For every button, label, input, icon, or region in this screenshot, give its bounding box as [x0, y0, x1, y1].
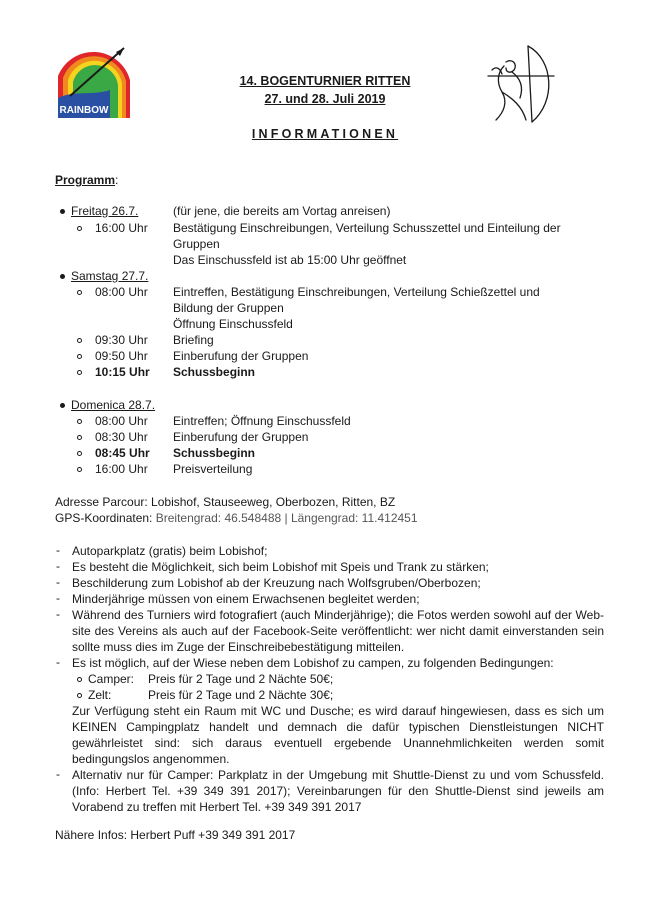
schedule-text: Bildung der Gruppen: [173, 301, 284, 315]
schedule-text: Gruppen: [173, 237, 220, 251]
schedule-time: 09:30 Uhr: [95, 333, 148, 347]
bullet-icon: [60, 403, 65, 408]
schedule-text: Öffnung Einschussfeld: [173, 317, 293, 331]
schedule-text: Eintreffen; Öffnung Einschussfeld: [173, 414, 351, 428]
schedule-time: 16:00 Uhr: [95, 221, 148, 235]
shuttle-note: Alternativ nur für Camper: Parkplatz in der Umgebung mit Shuttle-Dienst zu und vom Schussfeld. (Info: Herbert Tel. +39 349 391 2017); Vereinbarungen für den Shuttle-Dienst sind jeweils am Vorabend zu treffen mit Herbert Tel. +39 349 391 2017: [72, 768, 604, 814]
circle-bullet-icon: [77, 338, 82, 343]
schedule-time: 10:15 Uhr: [95, 365, 150, 379]
programm-heading: [55, 172, 118, 188]
dash-icon: -: [56, 575, 60, 589]
section-title: INFORMATIONEN: [251, 127, 399, 141]
note-item: Minderjährige müssen von einem Erwachsenen begleitet werden;: [72, 592, 420, 606]
contact-line: Nähere Infos: Herbert Puff +39 349 391 2017: [55, 828, 296, 842]
circle-bullet-icon: [77, 354, 82, 359]
programm-label: Programm: [55, 173, 116, 187]
circle-bullet-icon: [77, 290, 82, 295]
schedule-text: Einberufung der Gruppen: [173, 430, 309, 444]
schedule-time: 08:45 Uhr: [95, 446, 150, 460]
schedule-time: 16:00 Uhr: [95, 462, 148, 476]
schedule-text: Das Einschussfeld ist ab 15:00 Uhr geöffnet: [173, 253, 407, 267]
circle-bullet-icon: [77, 677, 82, 682]
circle-bullet-icon: [77, 467, 82, 472]
day-note: (für jene, die bereits am Vortag anreisen): [173, 204, 391, 218]
schedule-text: Briefing: [173, 333, 214, 347]
note-item: Beschilderung zum Lobishof ab der Kreuzung nach Wolfsgruben/Oberbozen;: [72, 576, 481, 590]
schedule-text: Einberufung der Gruppen: [173, 349, 309, 363]
day-label: Domenica 28.7.: [71, 398, 156, 412]
schedule-text: Schussbeginn: [173, 365, 256, 379]
schedule-text: Preisverteilung: [173, 462, 253, 476]
circle-bullet-icon: [77, 370, 82, 375]
schedule-text: Schussbeginn: [173, 446, 256, 460]
circle-bullet-icon: [77, 435, 82, 440]
camping-price: Preis für 2 Tage und 2 Nächte 50€;: [148, 672, 334, 686]
bullet-icon: [60, 274, 65, 279]
event-title: 14. BOGENTURNIER RITTEN: [239, 74, 411, 88]
svg-text:RAINBOW: RAINBOW: [59, 105, 109, 116]
circle-bullet-icon: [77, 693, 82, 698]
address-line: Adresse Parcour: Lobishof, Stauseeweg, Oberbozen, Ritten, BZ: [55, 495, 396, 509]
note-item: Es besteht die Möglichkeit, sich beim Lobishof mit Speis und Trank zu stärken;: [72, 560, 489, 574]
gps-label: GPS-Koordinaten:: [55, 511, 153, 525]
schedule-text: Bestätigung Einschreibungen, Verteilung Schusszettel und Einteilung der: [173, 221, 561, 235]
camping-label: Zelt:: [88, 688, 112, 702]
circle-bullet-icon: [77, 226, 82, 231]
event-date: 27. und 28. Juli 2019: [264, 92, 386, 106]
bullet-icon: [60, 209, 65, 214]
dash-icon: -: [56, 767, 60, 781]
camping-label: Camper:: [88, 672, 135, 686]
camping-price: Preis für 2 Tage und 2 Nächte 30€;: [148, 688, 334, 702]
schedule-time: 08:00 Uhr: [95, 414, 148, 428]
gps-value: Breitengrad: 46.548488 | Längengrad: 11.412451: [155, 511, 418, 525]
circle-bullet-icon: [77, 451, 82, 456]
schedule-time: 08:30 Uhr: [95, 430, 148, 444]
dash-icon: -: [56, 655, 60, 669]
camping-note: Zur Verfügung steht ein Raum mit WC und Dusche; es wird darauf hingewiesen, dass es sich um KEINEN Campingplatz handelt und demnach die dafür typischen Dienstleistungen NICHT gewährleistet sind: sich daraus eventuell ergebende Unannehmlichkeiten werden somit bedingungslos angenommen.: [72, 704, 604, 766]
dash-icon: -: [56, 591, 60, 605]
programm-colon: :: [115, 173, 119, 187]
note-item: Es ist möglich, auf der Wiese neben dem Lobishof zu campen, zu folgenden Bedingungen:: [72, 656, 554, 670]
schedule-time: 08:00 Uhr: [95, 285, 148, 299]
dash-icon: -: [56, 559, 60, 573]
note-item: Während des Turniers wird fotografiert (auch Minderjährige); die Fotos werden sowohl auf der Web-site des Vereins als auch auf der Facebook-Seite veröffentlicht: wer nicht damit einverstanden sein sollte muss dies im Zuge der Einschreibebestätigung mitteilen.: [72, 608, 604, 654]
circle-bullet-icon: [77, 419, 82, 424]
schedule-time: 09:50 Uhr: [95, 349, 148, 363]
dash-icon: -: [56, 543, 60, 557]
day-label: Freitag 26.7.: [71, 204, 139, 218]
note-item: Autoparkplatz (gratis) beim Lobishof;: [72, 544, 268, 558]
schedule-text: Eintreffen, Bestätigung Einschreibungen, Verteilung Schießzettel und: [173, 285, 540, 299]
day-label: Samstag 27.7.: [71, 269, 149, 283]
dash-icon: -: [56, 607, 60, 621]
gps-line: [55, 510, 418, 526]
